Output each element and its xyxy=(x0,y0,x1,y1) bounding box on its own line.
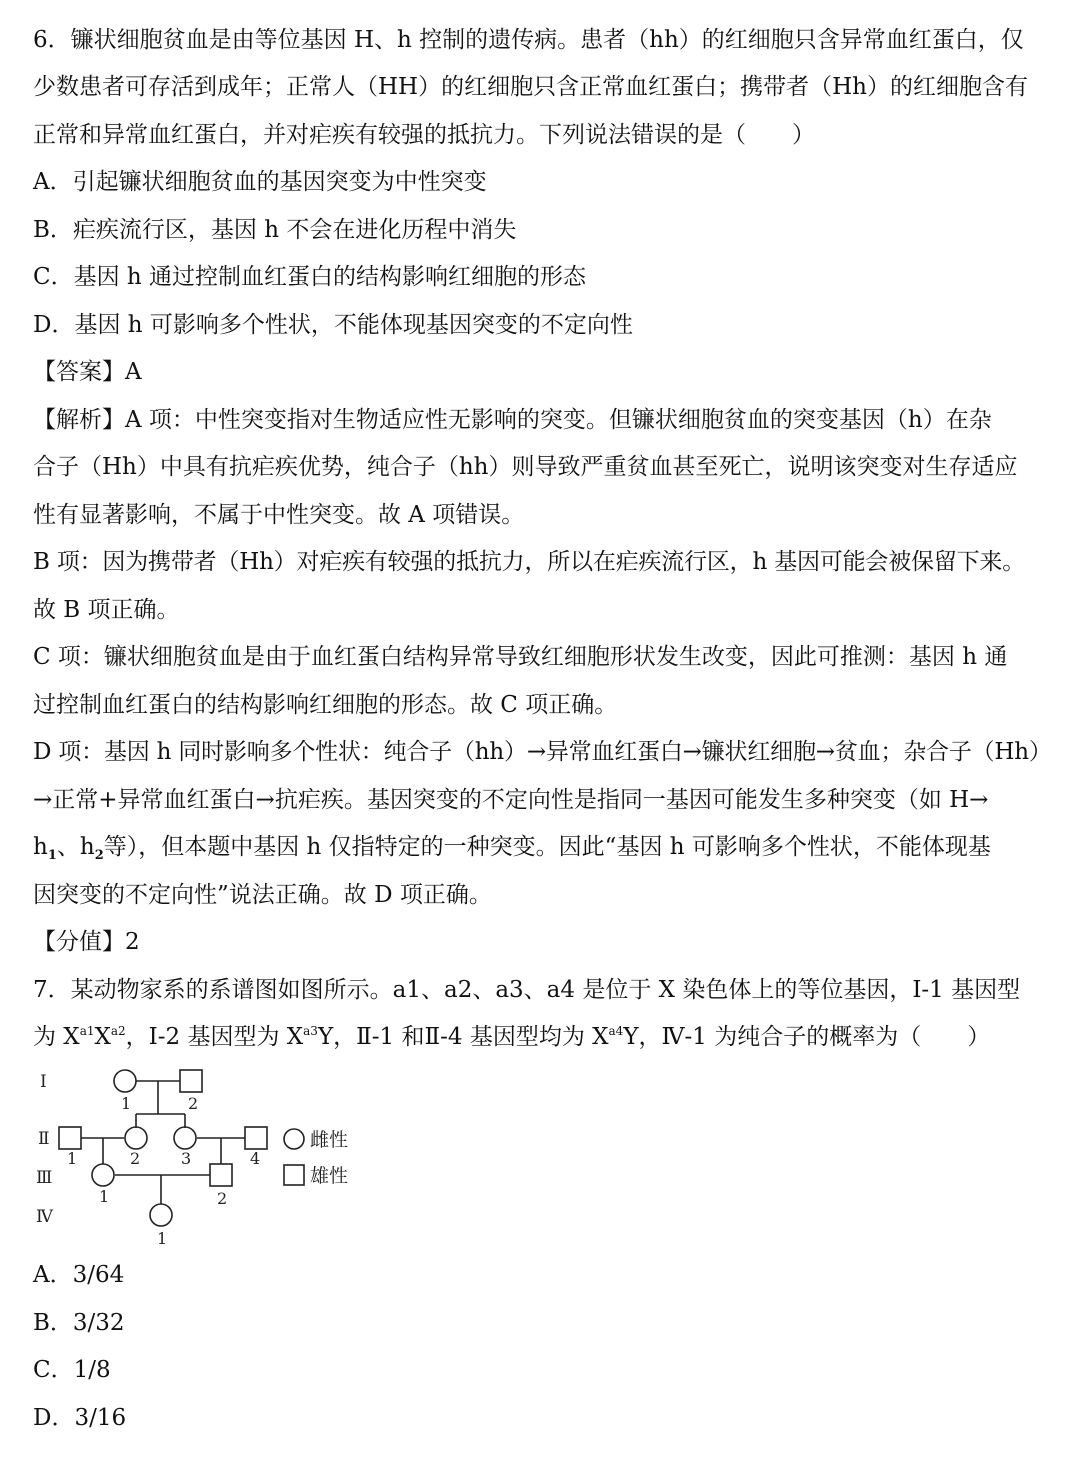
gen3-2-label: 2 xyxy=(217,1189,228,1208)
superscript-a4: a4 xyxy=(608,1024,624,1038)
superscript-a2: a2 xyxy=(110,1024,126,1038)
gen-label-1: Ⅰ xyxy=(40,1072,47,1092)
gen2-3-female xyxy=(174,1127,196,1149)
gen2-2-label: 2 xyxy=(130,1149,141,1168)
q7-stem-part-c: ，Ⅰ-2 基因型为 X xyxy=(125,1024,304,1050)
gen1-1-female xyxy=(114,1070,136,1092)
allele-h: h xyxy=(33,834,48,860)
gen-label-3: Ⅲ xyxy=(36,1168,53,1188)
q7-option-b: B．3/32 xyxy=(33,1310,125,1336)
q6-stem-line-3: 正常和异常血红蛋白，并对疟疾有较强的抵抗力。下列说法错误的是（ ） xyxy=(33,122,815,148)
q6-analysis-line-8: D 项：基因 h 同时影响多个性状：纯合子（hh）→异常血红蛋白→镰状红细胞→贫血；杂合子（Hh） xyxy=(33,739,1052,765)
gen4-1-female xyxy=(150,1204,172,1226)
superscript-a3: a3 xyxy=(303,1024,318,1038)
q7-option-d: D．3/16 xyxy=(33,1405,127,1431)
q7-stem-part-b: X xyxy=(94,1024,111,1050)
q6-analysis-line-5: 故 B 项正确。 xyxy=(33,597,180,623)
legend-male-label: 雄性 xyxy=(310,1165,349,1187)
subscript-2: 2 xyxy=(94,848,104,863)
q6-analysis-line-7: 过控制血红蛋白的结构影响红细胞的形态。故 C 项正确。 xyxy=(33,692,618,718)
allele-h-mid: 、h xyxy=(56,834,95,860)
q7-stem-line-2 xyxy=(33,1021,990,1053)
q7-option-a: A．3/64 xyxy=(33,1262,125,1288)
q6-option-a: A．引起镰状细胞贫血的基因突变为中性突变 xyxy=(33,169,487,195)
gen2-4-label: 4 xyxy=(250,1149,261,1168)
q7-stem-line-1: 7．某动物家系的系谱图如图所示。a1、a2、a3、a4 是位于 X 染色体上的等位基因，Ⅰ-1 基因型 xyxy=(33,977,1021,1003)
q6-analysis-line-9: →正常+异常血红蛋白→抗疟疾。基因突变的不定向性是指同一基因可能发生多种突变（如 H→ xyxy=(33,787,989,813)
gen1-2-male xyxy=(180,1070,202,1092)
q6-analysis-line-4: B 项：因为携带者（Hh）对疟疾有较强的抵抗力，所以在疟疾流行区，h 基因可能会被保留下来。 xyxy=(33,549,1026,575)
legend-male-icon xyxy=(284,1165,304,1185)
gen-label-4: Ⅳ xyxy=(36,1207,53,1227)
q6-analysis-line-1: 【解析】A 项：中性突变指对生物适应性无影响的突变。但镰状细胞贫血的突变基因（h）在杂 xyxy=(33,407,992,433)
q6-analysis-line-10 xyxy=(33,831,1052,863)
legend-female-label: 雌性 xyxy=(310,1129,349,1151)
gen2-1-male xyxy=(59,1127,81,1149)
q6-analysis-line-3: 性有显著影响，不属于中性突变。故 A 项错误。 xyxy=(33,502,525,528)
gen2-3-label: 3 xyxy=(181,1149,192,1168)
gen2-4-male xyxy=(245,1127,267,1149)
q6-stem-line-1: 6．镰状细胞贫血是由等位基因 H、h 控制的遗传病。患者（hh）的红细胞只含异常血红蛋白，仅 xyxy=(33,27,1024,53)
q7-stem-part-d: Y，Ⅱ-1 和Ⅱ-4 基因型均为 X xyxy=(317,1024,609,1050)
pedigree-diagram xyxy=(30,1064,370,1254)
q6-score: 【分值】2 xyxy=(33,929,140,955)
q6-answer: 【答案】A xyxy=(33,359,142,385)
q6-analysis-line-2: 合子（Hh）中具有抗疟疾优势，纯合子（hh）则导致严重贫血甚至死亡，说明该突变对生存适应 xyxy=(33,454,1018,480)
superscript-a1: a1 xyxy=(79,1024,95,1038)
gen4-1-label: 1 xyxy=(157,1229,168,1248)
q6-option-c: C．基因 h 通过控制血红蛋白的结构影响红细胞的形态 xyxy=(33,264,587,290)
q6-option-d: D．基因 h 可影响多个性状，不能体现基因突变的不定向性 xyxy=(33,312,633,338)
q7-stem-part-a: 为 X xyxy=(33,1024,80,1050)
gen2-2-female xyxy=(125,1127,147,1149)
q7-stem-part-e: Y，Ⅳ-1 为纯合子的概率为（ ） xyxy=(623,1024,991,1050)
subscript-1: 1 xyxy=(47,848,57,863)
analysis-line-10-rest: 等），但本题中基因 h 仅指特定的一种突变。因此“基因 h 可影响多个性状，不能体现基 xyxy=(103,834,991,860)
q6-option-b: B．疟疾流行区，基因 h 不会在进化历程中消失 xyxy=(33,217,517,243)
gen3-2-male xyxy=(210,1164,232,1186)
gen1-1-label: 1 xyxy=(121,1094,132,1113)
legend-female-icon xyxy=(284,1129,304,1149)
q6-stem-line-2: 少数患者可存活到成年；正常人（HH）的红细胞只含正常血红蛋白；携带者（Hh）的红细胞含有 xyxy=(33,74,1028,100)
gen3-1-female xyxy=(92,1164,114,1186)
q6-analysis-line-6: C 项：镰状细胞贫血是由于血红蛋白结构异常导致红细胞形状发生改变，因此可推测：基因 h 通 xyxy=(33,644,1008,670)
q6-analysis-line-11: 因突变的不定向性”说法正确。故 D 项正确。 xyxy=(33,882,492,908)
gen2-1-label: 1 xyxy=(67,1149,78,1168)
gen1-2-label: 2 xyxy=(188,1094,199,1113)
gen3-1-label: 1 xyxy=(99,1187,110,1206)
gen-label-2: Ⅱ xyxy=(38,1129,50,1149)
q7-option-c: C．1/8 xyxy=(33,1357,111,1383)
